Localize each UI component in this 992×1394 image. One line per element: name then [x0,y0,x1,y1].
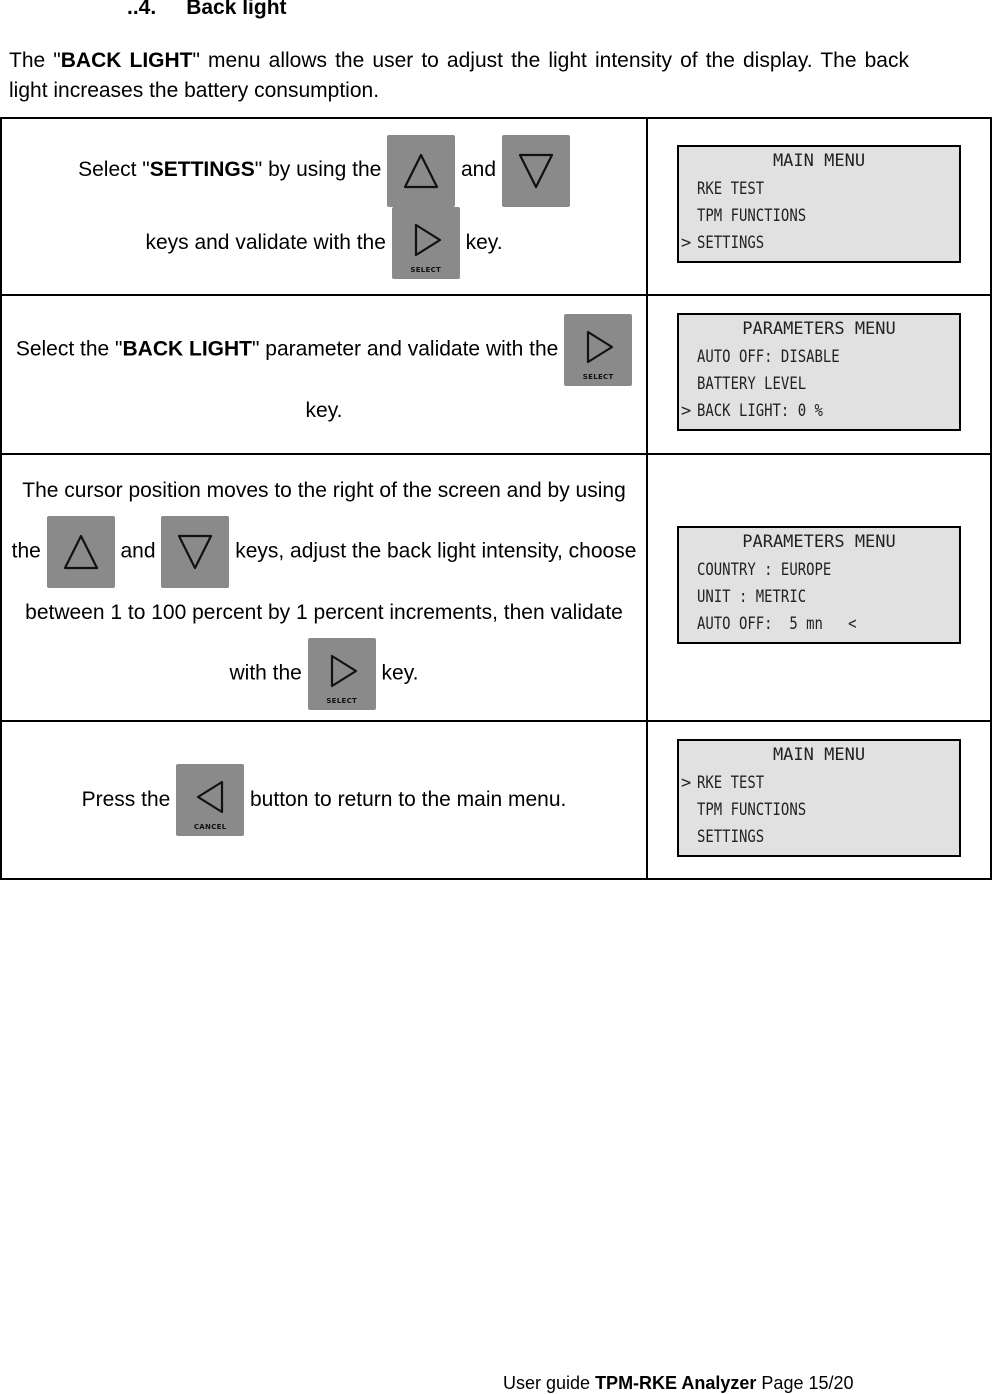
down-key-icon [502,135,570,207]
text: key. [459,230,503,254]
step-row-4 [1,721,991,879]
bold-text: BACK LIGHT [122,337,253,361]
lcd-line: BATTERY LEVEL [697,374,807,394]
footer-page-number: Page 15/20 [756,1373,854,1393]
lcd-line: UNIT : METRIC [697,587,807,607]
lcd-line: RKE TEST [697,772,765,793]
text: key. [375,661,419,685]
up-key-icon [387,135,455,207]
step-2-instruction [1,295,647,454]
select-key-icon [308,638,376,710]
lcd-cursor: > [681,233,692,253]
section-title: Back light [186,0,287,19]
section-number: ..4. [127,0,157,19]
lcd-line: COUNTRY : EUROPE [697,560,832,580]
text: " parameter and validate with the [252,337,565,361]
lcd-title: MAIN MENU [772,151,866,171]
lcd-line: AUTO OFF: DISABLE [697,347,840,367]
text: Select the " [15,337,123,361]
cancel-key-label: CANCEL [193,823,227,832]
text: key. [305,398,343,422]
select-key-icon [564,314,632,386]
lcd-title: PARAMETERS MENU [742,319,896,339]
step-1-instruction [1,118,647,295]
step-4-screen-cell [647,721,991,879]
step-2-screen-cell [647,295,991,454]
lcd-line: TPM FUNCTIONS [697,206,807,226]
footer-product: TPM-RKE Analyzer [595,1373,757,1393]
lcd-line: SETTINGS [697,826,765,847]
lcd-title: PARAMETERS MENU [742,532,896,552]
step-3-screen-cell [647,454,991,721]
lcd-screen-parameters-menu [677,526,961,644]
text: keys, adjust the back light intensity, choose between 1 to 100 percent by 1 percent increments, then validate with the [25,539,637,685]
step-row-3 [1,454,991,721]
text: and [455,158,502,182]
intro-paragraph [9,46,909,106]
section-heading [127,0,287,20]
select-key-label: SELECT [410,265,442,274]
lcd-screen-main-menu [677,739,961,857]
text: Select " [78,158,150,182]
step-row-2 [1,295,991,454]
intro-text-1: The " [9,49,61,72]
intro-text-2: " menu allows the user to adjust the light intensity of the display. The back light increases the battery consumption. [9,49,909,102]
intro-menu-name: BACK LIGHT [60,49,193,72]
step-3-instruction [1,454,647,721]
select-key-label: SELECT [582,372,614,381]
step-1-screen-cell [647,118,991,295]
select-key-label: SELECT [326,696,358,705]
lcd-line: SETTINGS [697,233,765,253]
text: The cursor position moves to the right of the screen and by using the [11,478,626,563]
down-key-icon [161,516,229,588]
up-key-icon [47,516,115,588]
lcd-screen-main-menu [677,145,961,263]
lcd-cursor: > [681,772,692,793]
lcd-screen-parameters-menu [677,313,961,431]
text: " by using the [254,158,388,182]
step-row-1 [1,118,991,295]
page-footer [503,1373,854,1394]
step-4-instruction [1,721,647,879]
select-key-icon [392,207,460,279]
bold-text: SETTINGS [149,158,255,182]
text: and [114,539,162,563]
lcd-line: RKE TEST [697,179,765,199]
steps-table [0,117,992,880]
text: button to return to the main menu. [244,787,567,811]
lcd-line: AUTO OFF: 5 mn < [697,614,857,634]
text: Press the [81,787,177,811]
lcd-title: MAIN MENU [772,744,866,765]
lcd-line: TPM FUNCTIONS [697,799,807,820]
lcd-cursor: > [681,401,692,421]
text: keys and validate with the [145,230,392,254]
cancel-key-icon [176,764,244,836]
footer-prefix: User guide [503,1373,596,1393]
lcd-line: BACK LIGHT: 0 % [697,401,823,421]
